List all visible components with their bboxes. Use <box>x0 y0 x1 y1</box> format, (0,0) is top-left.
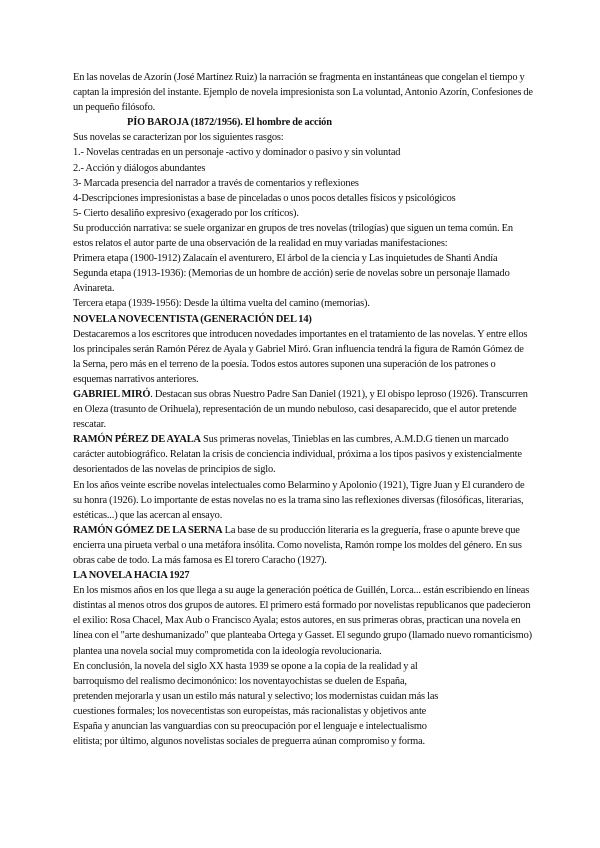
paragraph-azorin: En las novelas de Azorín (José Martínez Ruiz) la narración se fragmenta en instantáneas que congelan el tiempo y captan la impresión del instante. Ejemplo de novela impresionista son La voluntad, Antonio Azorín, Confesiones de un pequeño filósofo. <box>73 72 533 114</box>
paragraph-segunda-etapa: Segunda etapa (1913-1936): (Memorias de un hombre de acción) serie de novelas sobre un personaje llamado Avinareta. <box>73 268 510 295</box>
paragraph-tercera-etapa: Tercera etapa (1939-1956): Desde la última vuelta del camino (memorias). <box>73 298 370 310</box>
heading-novela-1927: LA NOVELA HACIA 1927 <box>73 570 190 582</box>
paragraph-text: Sus primeras novelas, Tinieblas en las cumbres, A.M.D.G tienen un marcado carácter autobiográfico. Relatan la crisis de conciencia individual, próxima a los tipos pasivos y existencialmente desorientados de las novelas de principios de siglo. <box>73 434 522 476</box>
conclusion-line: barroquismo del realismo decimonónico: los noventayochistas se duelen de España, <box>73 675 407 687</box>
list-item: 4-Descripciones impresionistas a base de pinceladas o unos pocos detalles físicos y psicológicos <box>73 192 456 204</box>
paragraph-text: . Destacan sus obras Nuestro Padre San Daniel (1921), y El obispo leproso (1926). Transcurren en Oleza (trasunto de Orihuela), representación de un mundo nebuloso, casi desaparecido, que el autor pretende rescatar. <box>73 388 528 431</box>
list-item: 5- Cierto desaliño expresivo (exagerado por los críticos). <box>73 207 299 219</box>
paragraph-gomez-serna <box>73 523 533 568</box>
conclusion-line: pretenden mejorarla y usan un estilo más natural y selectivo; los modernistas cuidan más las <box>73 690 439 702</box>
document-body <box>73 70 533 749</box>
paragraph-produccion: Su producción narrativa: se suele organizar en grupos de tres novelas (trilogías) que siguen un tema común. En estos relatos el autor parte de una observación de la realidad en muy variadas manifestaciones: <box>73 222 513 250</box>
list-item: 1.- Novelas centradas en un personaje -activo y dominador o pasivo y sin voluntad <box>73 147 401 159</box>
conclusion-line: España y anuncian las vanguardias con su preocupación por el lenguaje e intelectualismo <box>73 721 427 733</box>
paragraph-ayala <box>73 432 533 477</box>
conclusion-line: En conclusión, la novela del siglo XX hasta 1939 se opone a la copia de la realidad y al <box>73 660 418 672</box>
list-item: 3- Marcada presencia del narrador a través de comentarios y reflexiones <box>73 177 359 189</box>
heading-novecentista: NOVELA NOVECENTISTA (GENERACIÓN DEL 14) <box>73 313 312 325</box>
list-item: 2.- Acción y diálogos abundantes <box>73 162 206 174</box>
paragraph-miro <box>73 387 533 432</box>
conclusion-line: cuestiones formales; los novecentistas son europeístas, más racionalistas y objetivos ante <box>73 705 427 717</box>
author-name: RAMÓN PÉREZ DE AYALA <box>73 434 201 446</box>
paragraph-primera-etapa: Primera etapa (1900-1912) Zalacaín el aventurero, El árbol de la ciencia y Las inquietudes de Shanti Andía <box>73 253 498 265</box>
conclusion-line: elitista; por último, algunos novelistas sociales de preguerra aúnan compromiso y forma. <box>73 736 425 748</box>
paragraph-novela-1927: En los mismos años en los que llega a su auge la generación poética de Guillén, Lorca... están escribiendo en líneas distintas al menos otros dos grupos de autores. El primero está formado por novelistas republicanos que padecieron el exilio: Rosa Chacel, Max Aub o Francisco Ayala; estos autores, en sus primeras obras, practican una novela en línea con el "arte deshumanizado" que planteaba Ortega y Gasset. El segundo grupo (llamado nuevo romanticismo) plantea una novela social muy comprometida con la ideología revolucionaria. <box>73 585 532 657</box>
author-name: GABRIEL MIRÓ <box>73 388 151 400</box>
paragraph-ayala-veinte: En los años veinte escribe novelas intelectuales como Belarmino y Apolonio (1921), Tigre Juan y El curandero de su honra (1926). Lo importante de estas novelas no es la trama sino las reflexiones diversas (filosóficas, literarias, estéticas...) que las acercan al ensayo. <box>73 479 525 521</box>
paragraph-text: La base de su producción literaria es la greguería, frase o apunte breve que encierra una pirueta verbal o una metáfora insólita. Como novelista, Ramón rompe los moldes del género. En sus obras cabe de todo. La más famosa es El torero Caracho (1927). <box>73 524 522 566</box>
paragraph-rasgos-intro: Sus novelas se caracterizan por los siguientes rasgos: <box>73 132 284 144</box>
paragraph-novecentista: Destacaremos a los escritores que introducen novedades importantes en el tratamiento de las novelas. Y entre ellos los principales serán Ramón Pérez de Ayala y Gabriel Miró. Gran influencia tendrá la figura de Ramón Gómez de la Serna, pero más en el terreno de la poesía. Todos estos autores suponen una superación de los patrones o esquemas narrativos anteriores. <box>73 328 528 385</box>
heading-pio-baroja: PÍO BAROJA (1872/1956). El hombre de acción <box>127 117 332 129</box>
author-name: RAMÓN GÓMEZ DE LA SERNA <box>73 524 223 536</box>
